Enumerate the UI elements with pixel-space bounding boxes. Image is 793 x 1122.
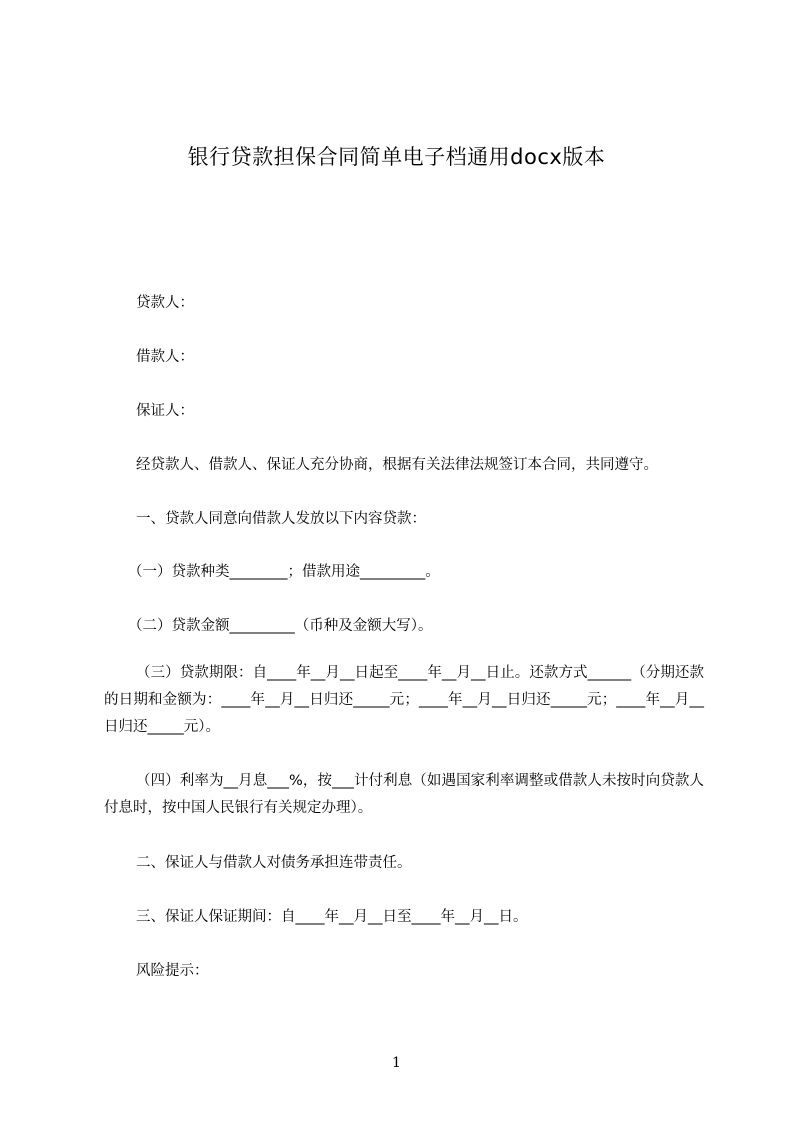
guarantor-line: 保证人： xyxy=(136,403,194,419)
clause-1-item-4: （四）利率为__月息___%，按___计付利息（如遇国家利率调整或借款人未按时向贷款人付息时，按中国人民银行有关规定办理）。 xyxy=(104,773,704,816)
clause-1-item-1: （一）贷款种类________；借款用途_________。 xyxy=(128,564,440,580)
borrower-line: 借款人： xyxy=(136,349,194,365)
lender-line: 贷款人： xyxy=(136,295,194,311)
clause-2-paragraph: 二、保证人与借款人对债务承担连带责任。 xyxy=(136,855,412,871)
page-number: 1 xyxy=(392,1055,401,1071)
clause-3-paragraph: 三、保证人保证期间：自____年__月__日至____年__月__日。 xyxy=(136,909,528,925)
clause-1-item-3: （三）贷款期限：自____年__月__日起至____年__月__日止。还款方式______（分期还款的日期和金额为：____年__月__日归还_____元；____年__月__日归还_____元；____年__月__日归还_____元）。 xyxy=(104,665,704,735)
risk-notice-heading: 风险提示： xyxy=(136,963,209,979)
clause-1-heading: 一、贷款人同意向借款人发放以下内容贷款： xyxy=(136,511,426,527)
clause-1-item-2: （二）贷款金额_________（币种及金额大写）。 xyxy=(128,618,433,634)
preamble-paragraph: 经贷款人、借款人、保证人充分协商，根据有关法律法规签订本合同，共同遵守。 xyxy=(136,457,658,473)
document-title: 银行贷款担保合同简单电子档通用docx版本 xyxy=(187,145,606,169)
